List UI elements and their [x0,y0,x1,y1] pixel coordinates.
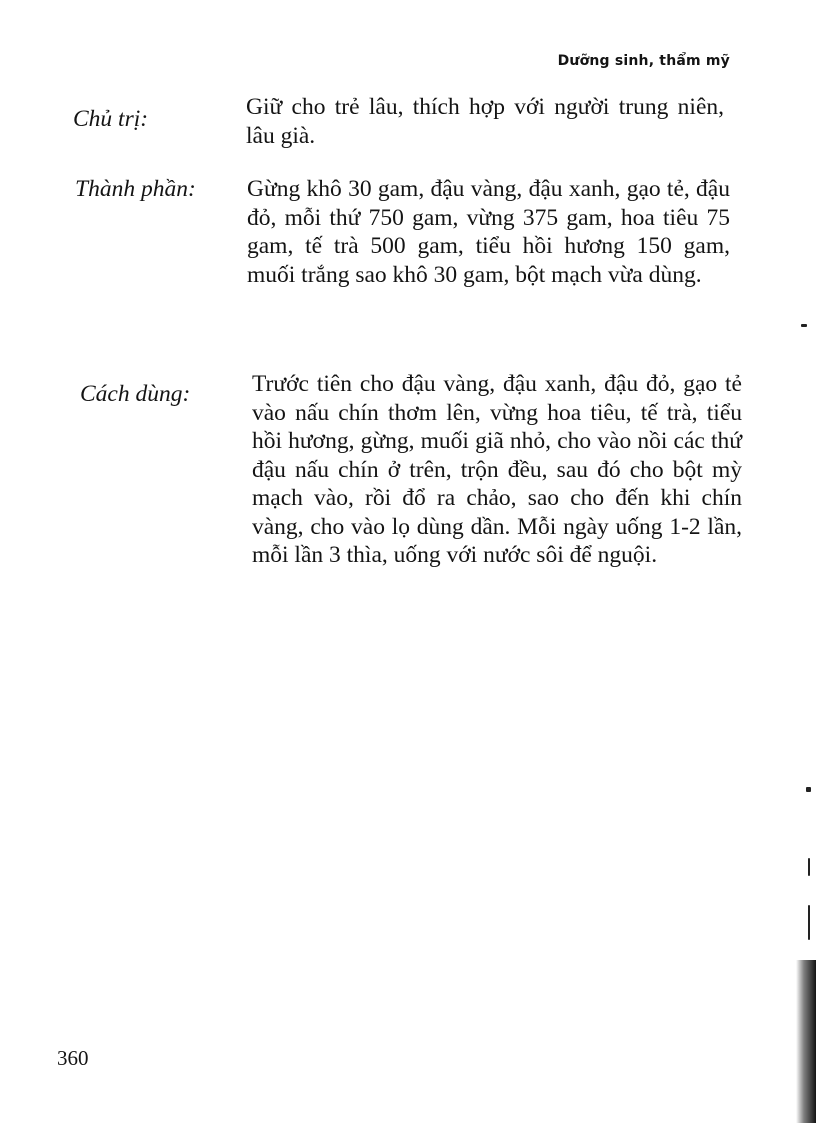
page-number: 360 [57,1046,89,1070]
entry-cach-dung [0,370,816,690]
entry-body-thanh-phan: Gừng khô 30 gam, đậu vàng, đậu xanh, gạo tẻ, đậu đỏ, mỗi thứ 750 gam, vừng 375 gam, hoa tiêu 75 gam, tế trà 500 gam, tiểu hồi hương 150 gam, muối trắng sao khô 30 gam, bột mạch vừa dùng. [247,176,730,288]
scan-speck [808,905,810,940]
entry-label-thanh-phan: Thành phần: [75,176,196,202]
entry-chu-tri [0,93,816,163]
scan-speck [801,324,807,327]
running-header: Dưỡng sinh, thẩm mỹ [557,53,730,69]
scan-speck [808,858,810,876]
entry-body-cach-dung: Trước tiên cho đậu vàng, đậu xanh, đậu đỏ, gạo tẻ vào nấu chín thơm lên, vừng hoa tiêu, tế trà, tiểu hồi hương, gừng, muối giã nhỏ, cho vào nồi các thứ đậu nấu chín ở trên, trộn đều, sau đó cho bột mỳ mạch vào, rồi đổ ra chảo, sao cho đến khi chín vàng, cho vào lọ dùng dần. Mỗi ngày uống 1-2 lần, mỗi lần 3 thìa, uống với nước sôi để nguội. [252,371,742,568]
scan-edge-shadow [796,960,816,1123]
entry-label-chu-tri: Chủ trị: [73,106,149,132]
entry-label-cach-dung: Cách dùng: [80,381,191,407]
entry-body-chu-tri: Giữ cho trẻ lâu, thích hợp với người trung niên, lâu già. [246,94,724,149]
entry-thanh-phan [0,175,816,355]
scan-speck [806,787,811,792]
